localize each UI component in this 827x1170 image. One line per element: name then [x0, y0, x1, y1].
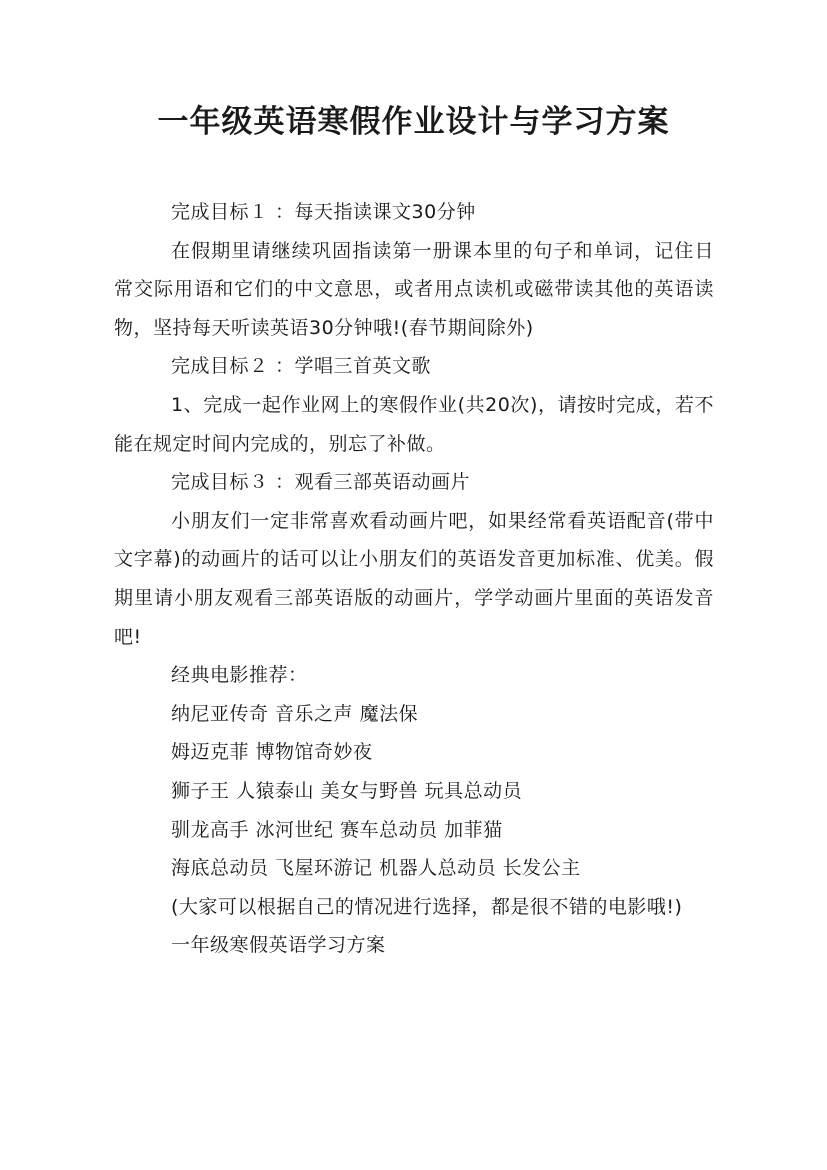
paragraph: 小朋友们一定非常喜欢看动画片吧，如果经常看英语配音(带中文字幕)的动画片的话可以让小朋友们的英语发音更加标准、优美。假期里请小朋友观看三部英语版的动画片，学学动画片里面的英语发音吧! — [114, 509, 714, 648]
goal-1-heading: 完成目标１ ：每天指读课文30分钟 — [171, 201, 476, 223]
movie-list-line: 姆迈克菲 博物馆奇妙夜 — [171, 741, 373, 764]
movie-recommendation-heading: 经典电影推荐： — [171, 664, 308, 687]
paragraph: 在假期里请继续巩固指读第一册课本里的句子和单词，记住日常交际用语和它们的中文意思，或者用点读机或磁带读其他的英语读物，坚持每天听读英语30分钟哦!(春节期间除外) — [114, 239, 714, 339]
section-heading: 一年级寒假英语学习方案 — [171, 934, 386, 957]
movie-list-line: 纳尼亚传奇 音乐之声 魔法保 — [171, 702, 419, 725]
document-title: 一年级英语寒假作业设计与学习方案 — [157, 104, 670, 140]
goal-3-heading: 完成目标３ ：观看三部英语动画片 — [171, 471, 471, 494]
paragraph: 1、完成一起作业网上的寒假作业(共20次)，请按时完成，若不能在规定时间内完成的，别忘了补做。 — [114, 393, 714, 455]
paragraph: (大家可以根据自己的情况进行选择，都是很不错的电影哦!) — [171, 895, 683, 918]
goal-2-heading: 完成目标２ ：学唱三首英文歌 — [171, 355, 432, 378]
movie-list-line: 狮子王 人猿泰山 美女与野兽 玩具总动员 — [171, 779, 523, 802]
movie-list-line: 驯龙高手 冰河世纪 赛车总动员 加菲猫 — [171, 818, 503, 841]
document-body — [114, 193, 714, 965]
movie-list-line: 海底总动员 飞屋环游记 机器人总动员 长发公主 — [171, 857, 581, 880]
